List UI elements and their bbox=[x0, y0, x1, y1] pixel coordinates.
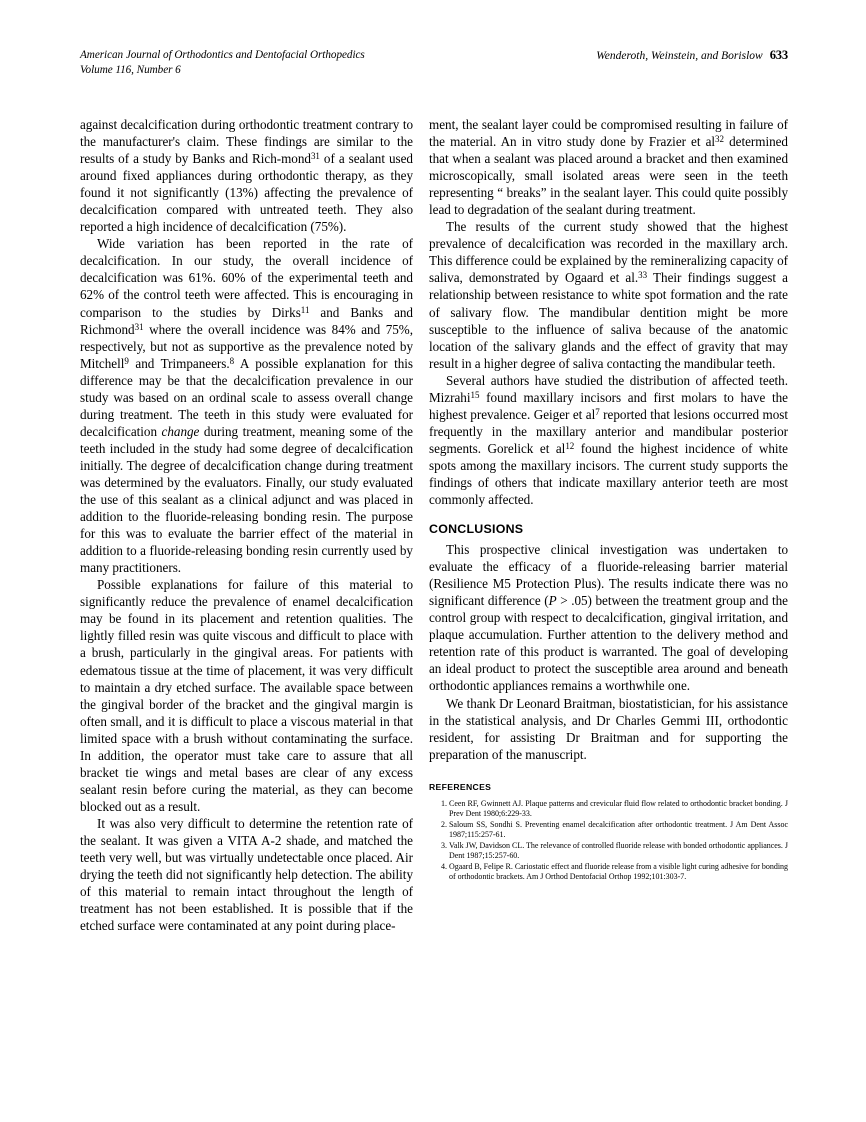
reference-superscript: 12 bbox=[565, 441, 575, 452]
reference-item: Ceen RF, Gwinnett AJ. Plaque patterns and crevicular fluid flow related to orthodontic bracket bonding. J Prev Dent 1980;6:229-33. bbox=[449, 798, 788, 818]
reference-superscript: 31 bbox=[134, 321, 144, 332]
reference-superscript: 33 bbox=[638, 270, 648, 281]
emphasis-word: change bbox=[161, 423, 200, 439]
volume-issue-line bbox=[80, 63, 365, 78]
reference-superscript: 31 bbox=[310, 151, 320, 162]
paragraph-text: Their findings suggest a relationship between resistance to white spot formation and the rate of salivary flow. The mandibular dentition might be more susceptible to the influence of saliva because of the anatomic location of the salivary glands and the effect of gravity that may result in a higher degree of saliva contacting the mandibular teeth. bbox=[429, 270, 788, 371]
paragraph-text: Several authors have studied the distribution of affected teeth. Mizrahi bbox=[429, 372, 788, 405]
paragraph: Possible explanations for failure of this material to significantly reduce the prevalence of enamel decalcification may be found in its placement and retention qualities. The lightly filled resin was quite viscous and difficult to place with a brush, particularly in the gingival areas. For patients with edematous tissue at the time of placement, it was very difficult to maintain a dry etched surface. The available space between the gingival border of the bracket and the gingival margin is often small, and it is difficult to place a viscous material in that limited space with a brush without contaminating the surface. In addition, the operator must take care to assure that all bracket tie wings and metal bases are clear of any excess sealant resin before curing the material, as they can become blocked out as a result. bbox=[80, 577, 413, 814]
paragraph bbox=[80, 235, 413, 576]
left-column bbox=[80, 116, 413, 934]
paragraph-text: determined that when a sealant was placed around a bracket and then examined microscopically, small isolated areas were seen in the teeth representing “ breaks” in the sealant layer. This could quite possibly lead to degradation of the sealant during treatment. bbox=[429, 134, 788, 218]
paragraph-text: This prospective clinical investigation was undertaken to evaluate the efficacy of a fluoride-releasing barrier material (Resilience M5 Protection Plus). The results indicate there was no significant difference ( bbox=[429, 542, 788, 609]
paragraph bbox=[80, 116, 413, 235]
paragraph-text: ment, the sealant layer could be compromised resulting in failure of the material. An in vitro study done by Frazier et al bbox=[429, 117, 788, 150]
paragraph-text: against decalcification during orthodontic treatment contrary to the manufacturer's claim. These findings are similar to the results of a study by Banks and Rich-mond bbox=[80, 117, 413, 167]
paragraph-text: of a sealant used around fixed appliances during orthodontic therapy, as they found it not significantly (13%) affecting the prevalence of decalcification compared with untreated teeth. They also reported a high incidence of decalcification (75%). bbox=[80, 151, 413, 235]
reference-superscript: 32 bbox=[715, 134, 724, 145]
paragraph-text: A possible explanation for this difference may be that the decalcification prevalence in our study was based on an ordinal scale to assess overall change during treatment. The teeth in this study were evaluated for decalcification bbox=[80, 355, 413, 439]
paragraph-text: > .05) between the treatment group and the control group with respect to decalcification, gingival irritation, and plaque accumulation. Further attention to the delivery method and retention rate of this product is warranted. The goal of developing an ideal product to protect the susceptible area around and beneath orthodontic appliances remains a worthwhile one. bbox=[429, 593, 788, 694]
paragraph-text: and Trimpaneers. bbox=[128, 355, 230, 371]
paragraph-text: The results of the current study showed that the highest prevalence of decalcification was recorded in the maxillary arch. This difference could be explained by the remineralizing capacity of saliva, demonstrated by Ogaard et al. bbox=[429, 219, 788, 286]
paragraph bbox=[429, 218, 788, 371]
acknowledgment-paragraph: We thank Dr Leonard Braitman, biostatistician, for his assistance in the statistical analysis, and Dr Charles Gemmi III, orthodontic resident, for assisting Dr Braitman and for supporting the preparation of the manuscript. bbox=[429, 695, 788, 762]
author-names: Wenderoth, Weinstein, and Borislow bbox=[596, 50, 763, 62]
paragraph: It was also very difficult to determine the retention rate of the sealant. It was given a VITA A-2 shade, and matched the teeth very well, but was virtually undetectable once placed. Air drying the teeth did not significantly help detection. The ability of this material to remain intact throughout the length of treatment has not been established. It is possible that if the etched surface were contaminated at any point during place- bbox=[80, 815, 413, 934]
conclusions-heading: CONCLUSIONS bbox=[429, 522, 524, 537]
p-value-symbol: P bbox=[548, 593, 557, 609]
page-number: 633 bbox=[769, 48, 788, 62]
paragraph bbox=[429, 372, 788, 508]
paragraph-text: and Banks and Richmond bbox=[80, 304, 413, 337]
reference-superscript: 11 bbox=[300, 304, 310, 315]
reference-superscript: 9 bbox=[124, 355, 129, 366]
reference-superscript: 8 bbox=[229, 355, 235, 366]
volume-issue-text: Volume 116, Number 6 bbox=[80, 63, 181, 76]
reference-superscript: 15 bbox=[470, 389, 480, 400]
paragraph-text: reported that lesions occurred most frequently in the maxillary anterior and mandibular posterior segments. Gorelick et al bbox=[429, 406, 788, 456]
two-column-body bbox=[80, 116, 788, 934]
paragraph bbox=[429, 541, 788, 694]
paragraph bbox=[429, 116, 788, 218]
right-column bbox=[429, 116, 788, 934]
paragraph-text: found maxillary incisors and first molars to have the highest prevalence. Geiger et al bbox=[429, 389, 788, 422]
running-head-journal bbox=[80, 48, 365, 77]
running-head bbox=[80, 48, 788, 77]
paragraph-text: during treatment, meaning some of the teeth included in the study had some degree of decalcification initially. The degree of decalcification change during treatment was determined by the evaluators. Finally, our study evaluated the use of this sealant as a clinical adjunct and was placed in addition to the fluoride-releasing bonding resin. The purpose for this was to evaluate the barrier effect of the material in addition to a fluoride-releasing bonding resin currently used by many practitioners. bbox=[80, 423, 413, 576]
reference-superscript: 7 bbox=[595, 407, 600, 418]
paragraph-text: where the overall incidence was 84% and 75%, respectively, but not as supportive as the prevalence noted by Mitchell bbox=[80, 321, 413, 371]
reference-list bbox=[429, 799, 788, 883]
paragraph-text: found the highest incidence of white spots among the maxillary incisors. The current study supports the findings of others that indicate maxillary anterior teeth are most commonly affected. bbox=[429, 440, 788, 508]
journal-title: American Journal of Orthodontics and Dentofacial Orthopedics bbox=[80, 49, 365, 61]
reference-item: Saloum SS, Sondhi S. Preventing enamel decalcification after orthodontic treatment. J Am Dent Assoc 1987;115:257-61. bbox=[449, 819, 788, 840]
reference-item: Ogaard B, Felipe R. Cariostatic effect and fluoride release from a visible light curing adhesive for bonding of orthodontic brackets. Am J Orthod Dentofacial Orthop 1992;101:303-7. bbox=[449, 861, 788, 882]
reference-item: Valk JW, Davidson CL. The relevance of controlled fluoride release with bonded orthodontic appliances. J Dent 1987;15:257-60. bbox=[449, 840, 788, 861]
paragraph-text: Wide variation has been reported in the rate of decalcification. In our study, the overall incidence of decalcification was 61%. 60% of the experimental teeth and 62% of the control teeth were affected. This is encouraging in comparison to the studies by Dirks bbox=[80, 236, 413, 320]
running-head-authors-page bbox=[596, 48, 788, 64]
references-heading: REFERENCES bbox=[429, 781, 492, 792]
